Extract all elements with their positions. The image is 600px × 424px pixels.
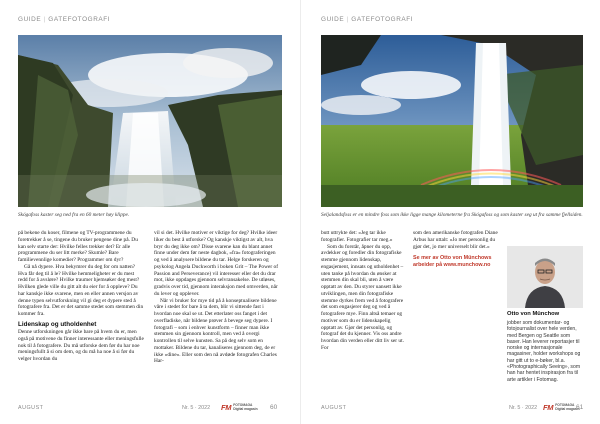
body-paragraph: Som du forstår, åpner du opp, avdekker og foredler din fotografiske stemme gjennom lidenskap, engasjement, innsats og utholdenhet – uten tanke på hvordan du ønsker at stemmen din skal bli, uten å være opptatt av den. Du styrer uansett ikke utviklingen, men din fotografiske stemme dyrkes frem ved å fotografere det som engasjerer deg og ved å fotografere mye. Finn altså temaer og motiver som du er lidenskapelig opptatt av. Gjør det personlig, og fotograf det du kjenner. Vis oss andre hvordan din verden eller ditt liv ser ut. For bbox=[321, 243, 404, 351]
body-paragraph: butt uttrykte det: «Jeg tar ikke fotografier. Fotografier tar meg.» bbox=[321, 230, 393, 243]
photo-caption: Seljalandsfoss er en mindre foss som ikke ligge mange kilometerne fra Skógafoss og som kaster seg ut fra samme fjellsiden. bbox=[321, 212, 583, 218]
waterfall-image bbox=[321, 35, 583, 207]
body-paragraph: Denne utforskningen går ikke bare på hvem du er, men også på motivene du finner interessante eller meningsfulle nok til å fotografere. Du må utforske dem før du har noe meningsfullt å si om dem, og du må ha noe å si før du velger hvordan du bbox=[18, 329, 144, 363]
section-category: GATEFOTOGRAFI bbox=[351, 16, 414, 23]
logo-line-1: FOTOMAGA bbox=[233, 402, 253, 407]
text-column-1 bbox=[321, 230, 405, 398]
footer-issue: Nr. 5 · 2022 bbox=[509, 405, 538, 411]
author-bio: jobber som dokumentar- og fotojournalist over hele verden, med Bergen og Seattle som baser. Han leverer reportasjer til norske og internasjonale magasiner, holder workshops og har gitt ut to e-bøker, bl.a. «Photographically Seeing», som han har hentet inspirasjon fra til arte artikler i Fotomag. bbox=[507, 320, 581, 383]
section-label: GUIDE | GATEFOTOGRAFI bbox=[18, 16, 111, 23]
author-portrait bbox=[507, 246, 583, 308]
author-name: Otto von Münchow bbox=[507, 311, 560, 317]
body-paragraph: Når vi bruker for mye tid på å konseptualisere bildene våre i stedet for bare å ta dem, blir vi sittende fast i hvordan noe skal se ut. Det etterlater oss fanget i det overfladiske, når bildene prøver å bevege seg dypere. I fotografi – som i enhver kunstform – finner man ikke stemmen sin gjennom kontroll, men ved å overgi kontrollen til selve kunsten. Sa på deg selv som en mottaker. Bildene du tar, kanaliseres gjennom deg, de er ikke «dine». Eller som den nå avdøde fotografen Charles Har- bbox=[154, 297, 277, 365]
body-paragraph: Gå nå dypere. Hva bekymrer du deg for om natten? Hva får deg til å le? Hvilke hemmeligheter er du mest redd for å avsløre? Hvilke traumer hjemsøker deg mest? Hvilken glede ville du gitt alt du eier for å oppleve? Du har kanskje ikke svarene, men en eller annen versjon av denne typen selvutforskning vil gi deg et dypere sted å fotografere fra. Det er det samme stedet som stemmen din kommer fra. bbox=[18, 263, 144, 317]
section-label: GUIDE | GATEFOTOGRAFI bbox=[321, 16, 414, 23]
section-guide: GUIDE bbox=[321, 16, 345, 23]
waterfall-image bbox=[18, 35, 282, 207]
section-guide: GUIDE bbox=[18, 16, 42, 23]
logo-mark: FM bbox=[221, 403, 232, 412]
text-column-2 bbox=[413, 230, 499, 398]
skogafoss-photo bbox=[18, 35, 282, 207]
magazine-logo bbox=[543, 403, 580, 412]
page-number: 60 bbox=[270, 404, 278, 411]
author-photo bbox=[507, 246, 583, 308]
logo-mark: FM bbox=[543, 403, 554, 412]
body-paragraph: vil si det. Hvilke motiver er viktige for deg? Hvilke ideer liker du best å utforske? Og kanskje viktigst av alt, hva bryr du deg ikke om? Disse svarene kan du blant annet finne under dem før neste dagbok, «fra» fotograferingen og ved å analysere bildene du tar. Helge forskeren og psykolog Angela Duckworth i boken Grit – The Power of Passion and Perseverance) vil interesser eller det du drar mot, ikke oppdages gjennom selvransakelse. De utløses, gradvis over tid, gjennom interaksjon med omverden, når du lever og opplever. bbox=[154, 230, 279, 297]
section-category: GATEFOTOGRAFI bbox=[48, 16, 111, 23]
magazine-logo bbox=[221, 403, 258, 412]
footer-month: AUGUST bbox=[18, 405, 44, 411]
page-footer bbox=[321, 403, 583, 413]
seljalandsfoss-photo bbox=[321, 35, 583, 207]
subheading: Lidenskap og utholdenhet bbox=[18, 320, 97, 328]
footer-issue: Nr. 5 · 2022 bbox=[182, 405, 211, 411]
website-link[interactable]: Se mer av Otto von Münchows arbeider på www.munchow.no bbox=[413, 255, 492, 269]
logo-line-2: Digital magasin bbox=[555, 406, 580, 411]
logo-line-1: FOTOMAGA bbox=[555, 402, 575, 407]
body-paragraph: som den amerikanske fotografen Diane Arbus har uttalt: «Jo mer personlig du gjør det, jo mer universelt blir det.» bbox=[413, 230, 498, 250]
body-paragraph: på bekene du koser, filmene og TV-programmene du foretrekker å se, tingene du bruker pengene dine på. Du kan selv starte der: Hvilke felles trekker det? Er alle programmene du ser litt merke? Skumle? Bare familievennlige komedier? Programmer om dyr? bbox=[18, 230, 138, 263]
page-footer bbox=[18, 403, 282, 413]
text-column-1 bbox=[18, 230, 144, 398]
logo-line-2: Digital magasin bbox=[233, 406, 258, 411]
page-number: 61 bbox=[576, 404, 584, 411]
photo-caption: Skógafoss kaster seg ned fra en 60 meter høy klippe. bbox=[18, 212, 130, 218]
right-page bbox=[300, 0, 600, 424]
text-column-2 bbox=[154, 230, 282, 398]
footer-month: AUGUST bbox=[321, 405, 347, 411]
